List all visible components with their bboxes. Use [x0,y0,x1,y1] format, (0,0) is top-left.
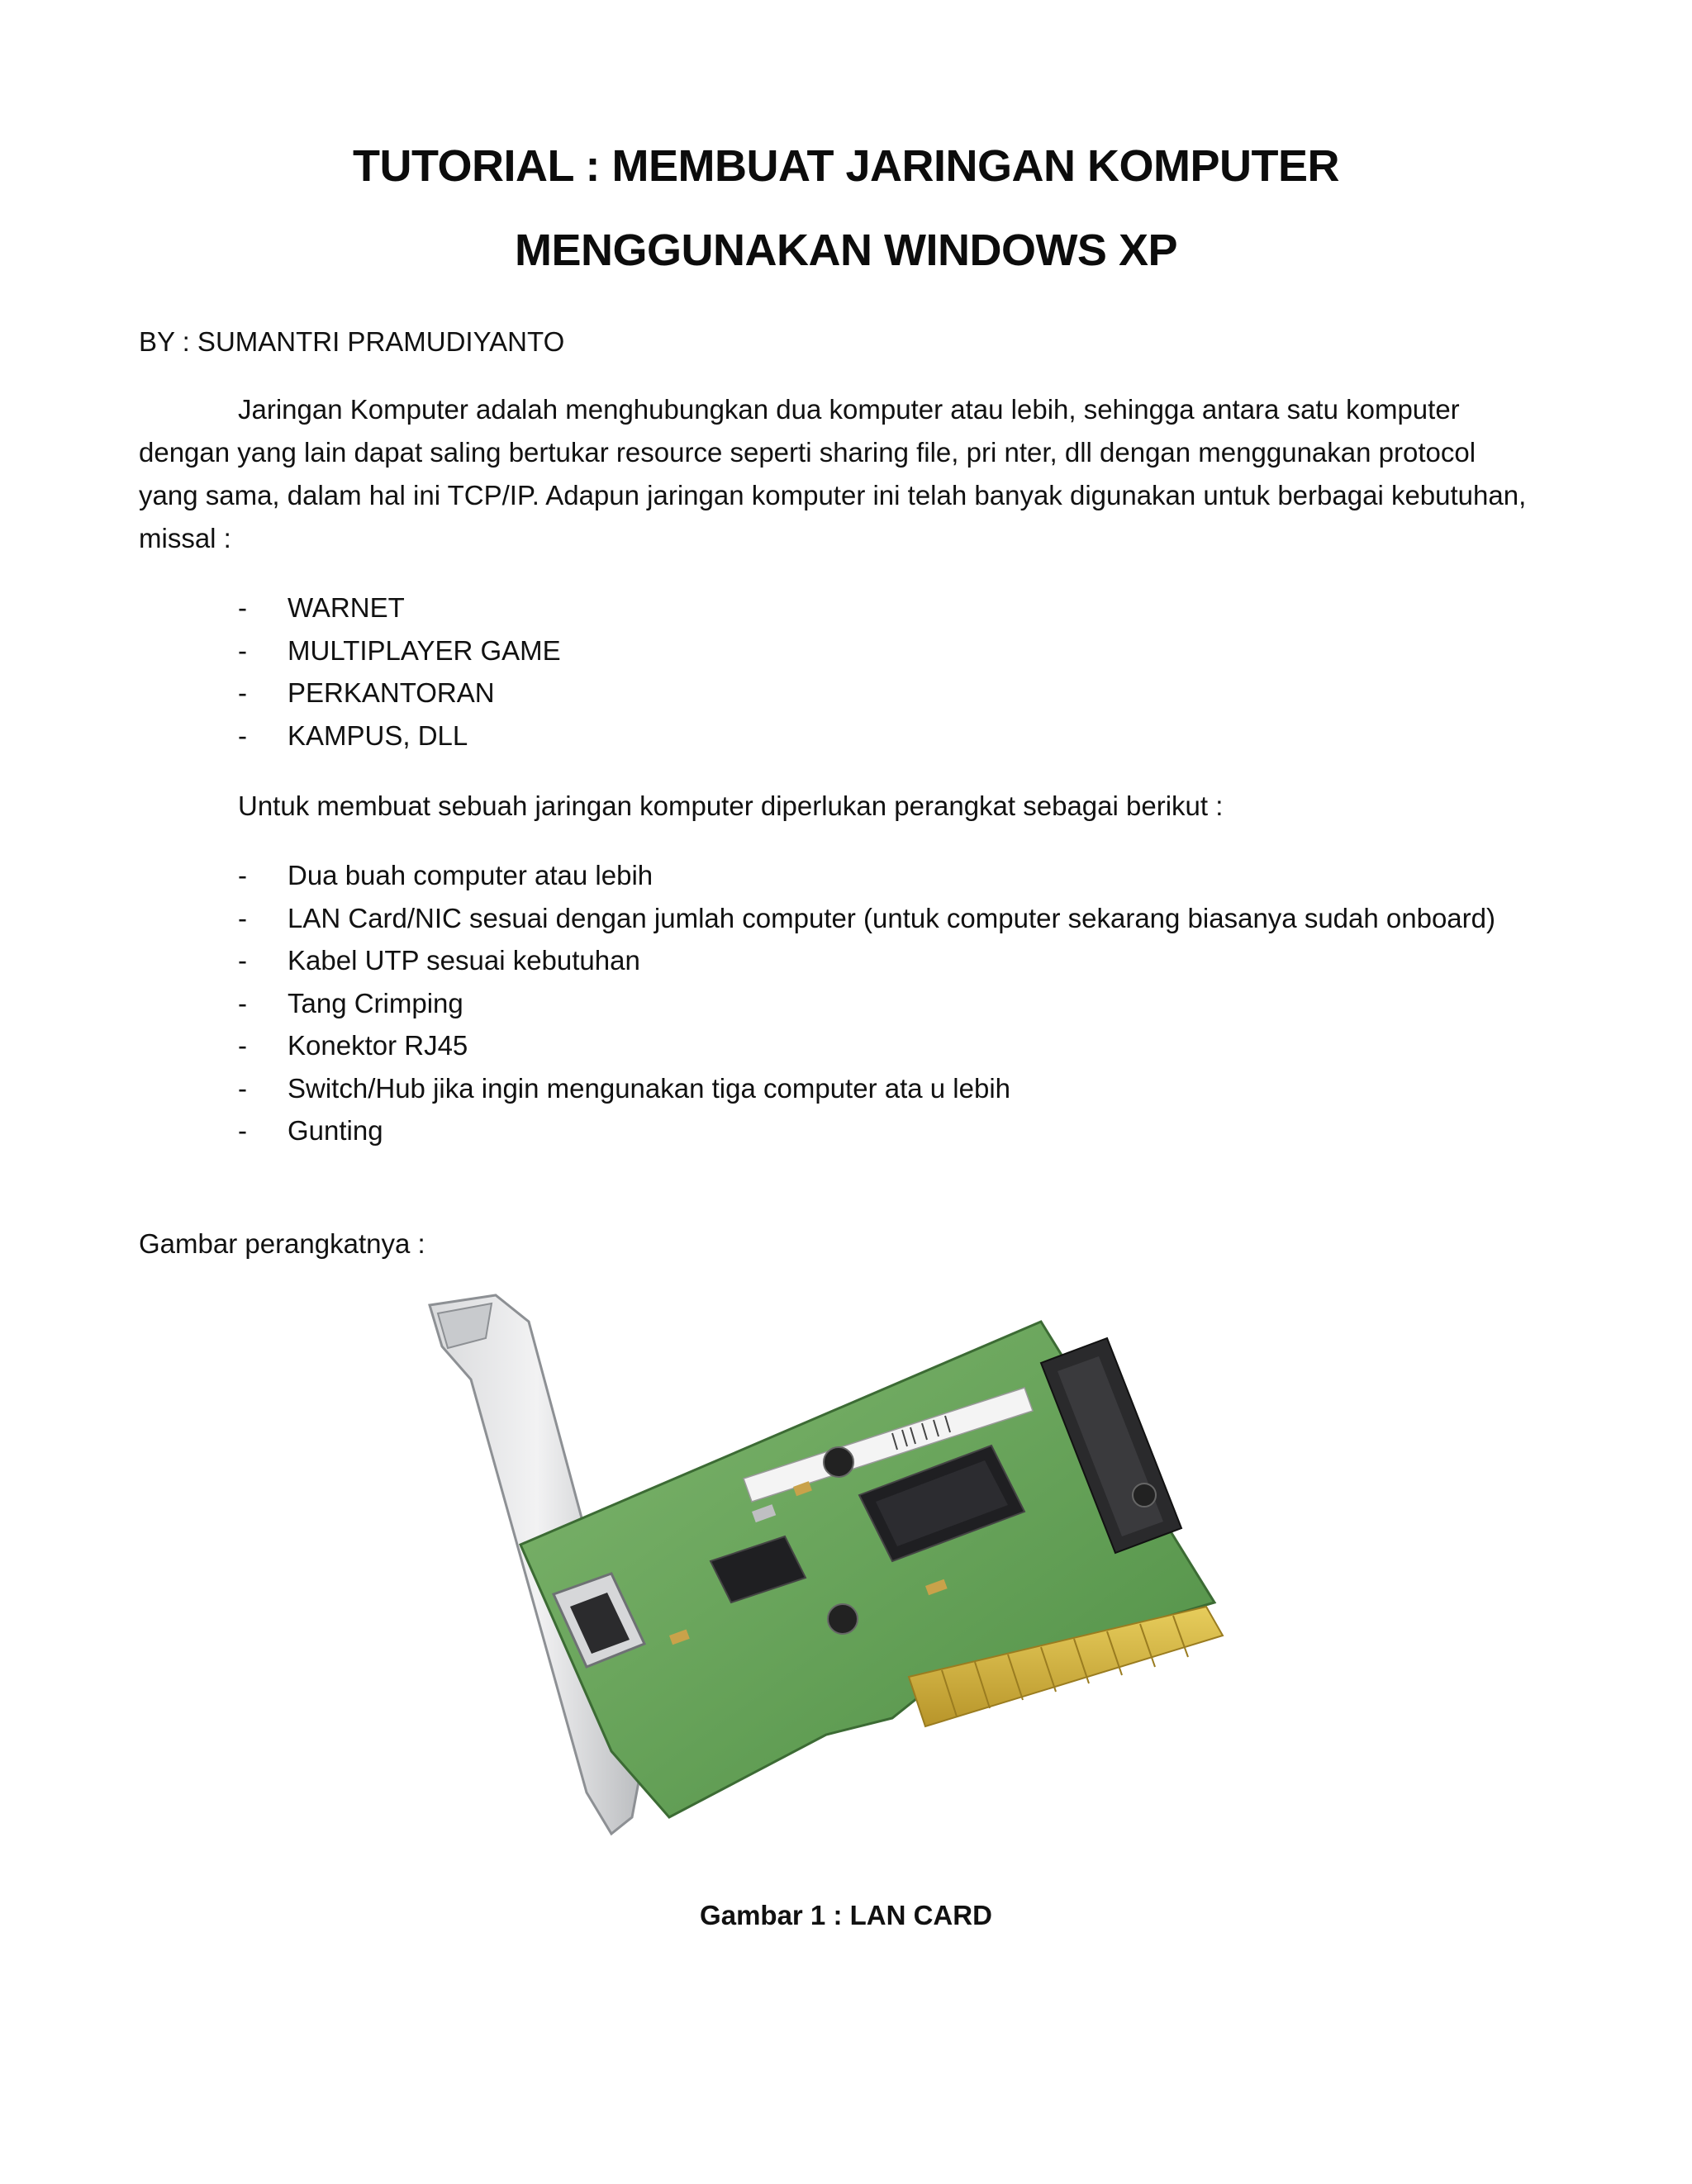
list-item: - Dua buah computer atau lebih [238,854,1495,897]
dash-bullet: - [238,1030,247,1061]
dash-bullet: - [238,719,247,751]
requirements-lead: Untuk membuat sebuah jaringan komputer diperlukan perangkat sebagai berikut : [238,791,1224,821]
dash-bullet: - [238,860,247,890]
list-item: - LAN Card/NIC sesuai dengan jumlah computer (untuk computer sekarang biasanya sudah onboard) [238,897,1495,940]
list-item: - Konektor RJ45 [238,1024,1495,1067]
dash-bullet: - [238,634,247,666]
dash-bullet: - [238,987,247,1018]
list-item: - Switch/Hub jika ingin mengunakan tiga computer ata u lebih [238,1067,1495,1110]
author-line: BY : SUMANTRI PRAMUDIYANTO [139,326,565,357]
figure-intro: Gambar perangkatnya : [139,1228,425,1259]
list-item: - WARNET [238,586,561,629]
dash-bullet: - [238,677,247,708]
list-item: - KAMPUS, DLL [238,715,561,757]
dash-bullet: - [238,1115,247,1146]
list-item: - Gunting [238,1109,1495,1152]
title-line-1: TUTORIAL : MEMBUAT JARINGAN KOMPUTER [353,141,1339,191]
dash-bullet: - [238,1072,247,1104]
list-item: - MULTIPLAYER GAME [238,629,561,672]
list-item: - Tang Crimping [238,982,1495,1025]
dash-bullet: - [238,902,247,933]
lan-card-image [397,1289,1305,1867]
requirements-list [238,854,1495,1152]
list-item: - PERKANTORAN [238,672,561,715]
list-item: - Kabel UTP sesuai kebutuhan [238,939,1495,982]
intro-paragraph: Jaringan Komputer adalah menghubungkan dua komputer atau lebih, sehingga antara satu komputer dengan yang lain dapat saling bertukar resource seperti sharing file, pri nter, dll dengan menggunakan protocol yang sama, dalam hal ini TCP/IP. Adapun jaringan komputer ini telah banyak digunakan untuk berbagai kebutuhan, missal : [139,394,1527,553]
dash-bullet: - [238,592,247,623]
figure-caption: Gambar 1 : LAN CARD [700,1900,992,1930]
uses-list [238,586,561,757]
title-line-2: MENGGUNAKAN WINDOWS XP [515,226,1177,275]
dash-bullet: - [238,945,247,976]
